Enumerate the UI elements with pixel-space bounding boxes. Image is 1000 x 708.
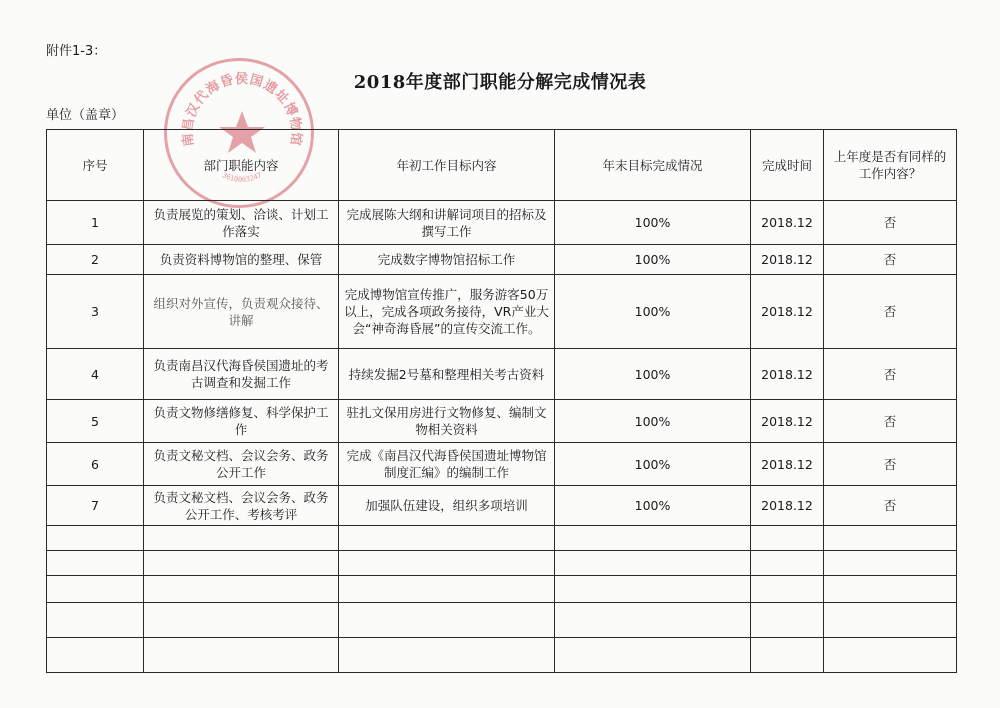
cell-no: 2 xyxy=(47,245,144,275)
cell-no: 4 xyxy=(47,349,144,400)
unit-label: 单位（盖章） xyxy=(46,108,125,123)
cell-same: 否 xyxy=(824,245,957,275)
cell-no: 6 xyxy=(47,443,144,486)
empty-row xyxy=(47,526,957,551)
cell-completion: 100% xyxy=(555,443,751,486)
cell-goal: 完成《南昌汉代海昏侯国遗址博物馆制度汇编》的编制工作 xyxy=(339,443,555,486)
cell-time: 2018.12 xyxy=(751,201,824,245)
cell-same: 否 xyxy=(824,349,957,400)
table-row xyxy=(47,400,957,443)
cell-function: 组织对外宣传，负责观众接待、讲解 xyxy=(144,275,339,349)
cell-function: 负责文秘文档、会议会务、政务公开工作 xyxy=(144,443,339,486)
table-row xyxy=(47,486,957,526)
cell-same: 否 xyxy=(824,443,957,486)
empty-row xyxy=(47,551,957,576)
header-no: 序号 xyxy=(47,130,144,201)
header-time: 完成时间 xyxy=(751,130,824,201)
cell-goal: 加强队伍建设，组织多项培训 xyxy=(339,486,555,526)
cell-time: 2018.12 xyxy=(751,400,824,443)
empty-row xyxy=(47,603,957,638)
table-row xyxy=(47,349,957,400)
cell-completion: 100% xyxy=(555,275,751,349)
cell-completion: 100% xyxy=(555,201,751,245)
table-row xyxy=(47,443,957,486)
seal-text: 南昌汉代海昏侯国遗址博物馆 xyxy=(180,72,304,148)
cell-goal: 完成展陈大纲和讲解词项目的招标及撰写工作 xyxy=(339,201,555,245)
cell-same: 否 xyxy=(824,400,957,443)
table-row xyxy=(47,201,957,245)
cell-completion: 100% xyxy=(555,400,751,443)
cell-same: 否 xyxy=(824,201,957,245)
cell-goal: 驻扎文保用房进行文物修复、编制文物相关资料 xyxy=(339,400,555,443)
annex-label: 附件1-3： xyxy=(46,44,107,59)
header-completion: 年末目标完成情况 xyxy=(555,130,751,201)
cell-no: 3 xyxy=(47,275,144,349)
cell-same: 否 xyxy=(824,486,957,526)
cell-no: 5 xyxy=(47,400,144,443)
cell-same: 否 xyxy=(824,275,957,349)
table-row xyxy=(47,245,957,275)
cell-function: 负责南昌汉代海昏侯国遗址的考古调查和发掘工作 xyxy=(144,349,339,400)
cell-completion: 100% xyxy=(555,245,751,275)
header-goal: 年初工作目标内容 xyxy=(339,130,555,201)
cell-function: 负责资料博物馆的整理、保管 xyxy=(144,245,339,275)
cell-function: 负责文物修缮修复、科学保护工作 xyxy=(144,400,339,443)
cell-time: 2018.12 xyxy=(751,245,824,275)
cell-completion: 100% xyxy=(555,486,751,526)
header-same-last-year: 上年度是否有同样的工作内容？ xyxy=(824,130,957,201)
seal-code: 3610003247 xyxy=(220,171,264,184)
table-row xyxy=(47,275,957,349)
cell-time: 2018.12 xyxy=(751,275,824,349)
table-header-row xyxy=(47,130,957,201)
cell-function: 负责文秘文档、会议会务、政务公开工作、考核考评 xyxy=(144,486,339,526)
cell-goal: 完成数字博物馆招标工作 xyxy=(339,245,555,275)
page-title: 2018年度部门职能分解完成情况表 xyxy=(353,72,647,93)
completion-table xyxy=(46,129,957,673)
empty-row xyxy=(47,576,957,603)
empty-row xyxy=(47,638,957,673)
cell-no: 1 xyxy=(47,201,144,245)
cell-no: 7 xyxy=(47,486,144,526)
cell-goal: 持续发掘2号墓和整理相关考古资料 xyxy=(339,349,555,400)
cell-completion: 100% xyxy=(555,349,751,400)
cell-time: 2018.12 xyxy=(751,349,824,400)
cell-function: 负责展览的策划、洽谈、计划工作落实 xyxy=(144,201,339,245)
cell-time: 2018.12 xyxy=(751,486,824,526)
cell-goal: 完成博物馆宣传推广，服务游客50万以上，完成各项政务接待，VR产业大会“神奇海昏展”的宣传交流工作。 xyxy=(339,275,555,349)
header-function: 部门职能内容 xyxy=(144,130,339,201)
cell-time: 2018.12 xyxy=(751,443,824,486)
